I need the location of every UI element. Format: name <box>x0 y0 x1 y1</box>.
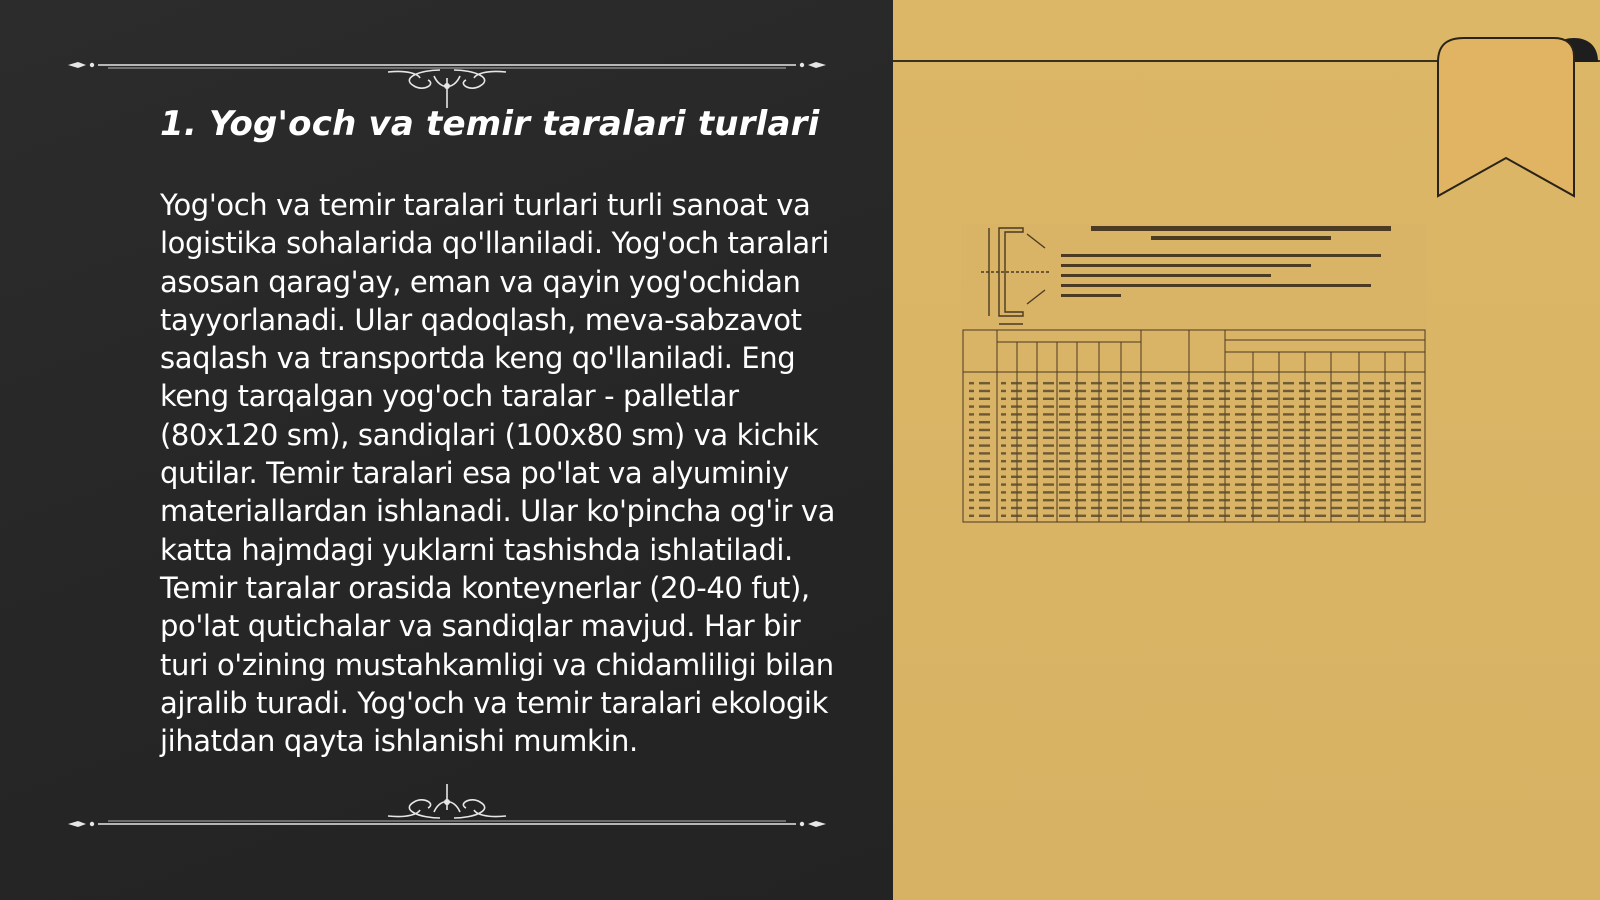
bookmark-ribbon-icon <box>1434 34 1594 204</box>
channel-steel-table-image <box>961 224 1427 524</box>
slide-title: 1. Yog'och va temir taralari turlari <box>160 104 820 144</box>
slide-body-text: Yog'och va temir taralari turlari turli sanoat va logistika sohalarida qo'llaniladi. Yog'och taralari asosan qarag'ay, eman va qayin yog'ochidan tayyorlanadi. Ular qadoqlash, meva-sabzavot saqlash va transportda keng qo'llaniladi. Eng keng tarqalgan yog'och taralar - palletlar (80x120 sm), sandiqlari (100x80 sm) va kichik qutilar. Temir taralari esa po'lat va alyuminiy materiallardan ishlanadi. Ular ko'pincha og'ir va katta hajmdagi yuklarni tashishda ishlatiladi. Temir taralar orasida konteynerlar (20-40 fut), po'lat qutichalar va sandiqlar mavjud. Har bir turi o'zining mustahkamligi va chidamliligi bilan ajralib turadi. Yog'och va temir taralari ekologik jihatdan qayta ishlanishi mumkin. <box>160 188 835 759</box>
bottom-ornament-divider <box>68 778 826 838</box>
gold-image-panel <box>893 0 1600 900</box>
